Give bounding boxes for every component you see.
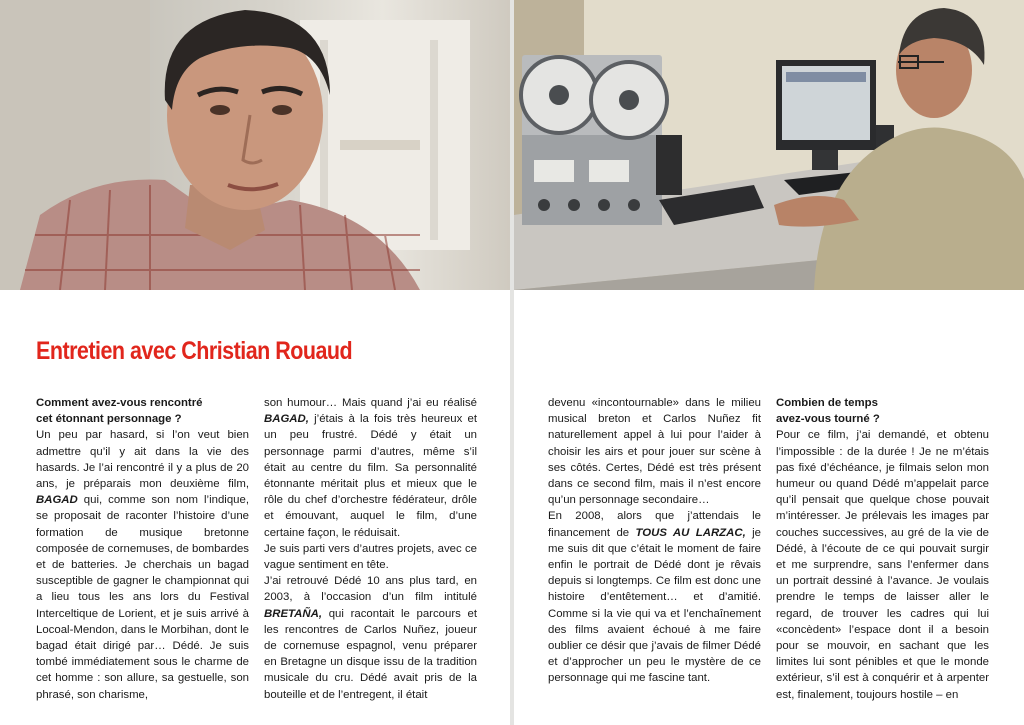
text-column-4 — [776, 395, 989, 703]
interview-question — [776, 395, 989, 427]
film-title: TOUS AU LARZAC, — [635, 526, 746, 539]
text-run: j’étais à la fois très heureux et un peu frustré. Dédé y était un personnage parmi d’autres, même s’il était au centre du film. Sa personnalité étonnante méritait plus et mieux que le rôle du chef d’orchestre fédérateur, drôle et émouvant, auquel le film, d’une certaine façon, le réduisait. — [264, 413, 477, 539]
question-line: Comment avez-vous rencontré — [36, 397, 203, 409]
text-column-2 — [264, 395, 477, 703]
question-line: avez-vous tourné ? — [776, 413, 880, 426]
portrait-photo-illustration — [0, 0, 510, 290]
text-run: En 2008, alors que j’attendais le financement de — [548, 510, 761, 539]
answer-paragraph — [264, 541, 477, 573]
text-column-3 — [548, 395, 761, 687]
text-run: Je suis parti vers d’autres projets, avec ce vague sentiment en tête. — [264, 542, 477, 572]
text-run: qui, comme son nom l’indique, se proposait de raconter l’histoire d’une formation de musique bretonne composée de cornemuses, de bombardes et de batteries. Je cherchais un bagad susceptible de gagner le championnat qui a lieu tous les ans lors du Festival Interceltique de Lorient, et je suis arrivé à Locoal-Mendon, dans le Morbihan, dont le bagad était dirigé par… Dédé. Je suis tombé immédiatement sous le charme de cet homme : son allure, sa gestuelle, son phrasé, son charisme, — [36, 494, 249, 701]
text-run: Un peu par hasard, si l’on veut bien admettre qu’il y ait dans la vie des hasards. Je l’ai rencontré il y a plus de 20 ans, je préparais mon deuxième film, — [36, 429, 249, 491]
answer-paragraph — [548, 395, 761, 508]
question-line: cet étonnant personnage ? — [36, 413, 182, 426]
text-run: son humour… Mais quand j’ai eu réalisé — [264, 397, 477, 409]
text-column-1 — [36, 395, 249, 703]
interview-question — [36, 395, 249, 427]
article-title: Entretien avec Christian Rouaud — [36, 337, 353, 365]
answer-paragraph — [36, 427, 249, 702]
studio-photo — [514, 0, 1024, 290]
answer-paragraph — [264, 573, 477, 703]
answer-paragraph — [548, 508, 761, 686]
text-run: devenu «incontournable» dans le milieu musical breton et Carlos Nuñez fit naturellement appel à lui pour l’aider à choisir les airs et pour jouer sur scène à ses côtés. Certes, Dédé est très présent dans ce second film, mais il n’est encore qu’un personnage secondaire… — [548, 397, 761, 507]
text-run: je me suis dit que c’était le moment de faire enfin le portrait de Dédé dont je rêvais depuis si longtemps. Ce film est donc une histoire d’entêtement… et d’amitié. Comme si la vie qui va et l’enchaînement des films avaient échoué à me faire oublier ce désir que j’avais de filmer Dédé et d’approcher un peu le mystère de ce personnage qui me fascine tant. — [548, 526, 762, 685]
text-run: J’ai retrouvé Dédé 10 ans plus tard, en 2003, à l’occasion d’un film intitulé — [264, 575, 477, 604]
film-title: BAGAD — [36, 494, 78, 507]
film-title: BRETAÑA, — [264, 607, 323, 620]
text-run: qui racontait le parcours et les rencontres de Carlos Nuñez, joueur de cornemuse espagnol, venu préparer en Bretagne un disque issu de la tradition musicale du cru. Dédé avait pris de la bouteille et de l’entregent, il était — [264, 607, 477, 701]
answer-paragraph — [776, 427, 989, 702]
question-line: Combien de temps — [776, 397, 878, 409]
text-run: Pour ce film, j’ai demandé, et obtenu l’impossible : de la durée ! Je ne m’étais pas fixé d’échéance, je filmais selon mon humeur ou quand Dédé m’appelait parce qu’il pensait que quelque chose pouvait m’intéresser. Je prélevais les images par couches successives, au gré de la vie de Dédé, à l’écoute de ce qui pouvait surgir et me surprendre, sans l’enfermer dans un portrait dessiné à l’avance. Je voulais prendre le temps de laisser aller le regard, de trouver les cadres qui lui «concèdent» l’espace dont il a besoin pour se mouvoir, en sachant que les limites lui sont pénibles et que le monde extérieur, s’il est à conquérir et à arpenter est, finalement, toujours hostile – en — [776, 429, 989, 701]
film-title: BAGAD, — [264, 413, 309, 426]
studio-photo-illustration — [514, 0, 1024, 290]
portrait-photo — [0, 0, 510, 290]
answer-paragraph — [264, 395, 477, 541]
